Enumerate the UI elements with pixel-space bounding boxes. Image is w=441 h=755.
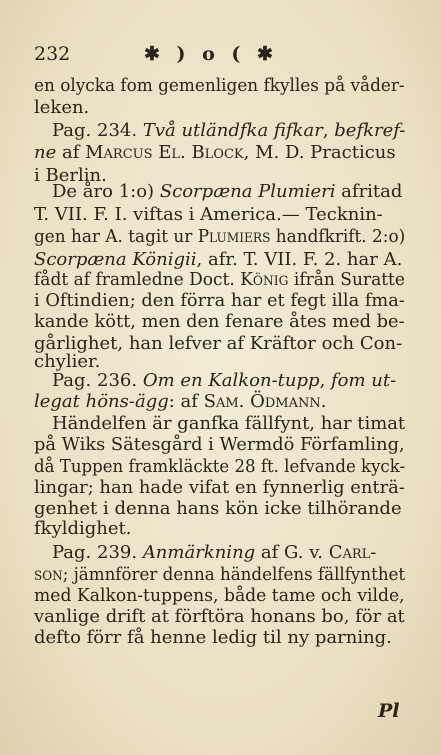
text-run: i Berlin. [34, 165, 107, 186]
text-run: fom ut- [331, 370, 397, 391]
text-line [34, 586, 405, 606]
text-line [52, 543, 376, 563]
text-line [34, 457, 405, 477]
text-run: afritad [335, 181, 403, 202]
text-run: gen har A. tagit ur [34, 226, 198, 247]
text-run: T. VII. F. I. viftas i America.— Tecknin- [34, 204, 383, 225]
text-line [34, 392, 326, 412]
text-line [34, 227, 405, 247]
text-run: De åro 1:o) [52, 181, 160, 202]
text-line [34, 312, 405, 332]
text-run: Pag. 236. [52, 370, 143, 391]
text-line [34, 250, 402, 270]
text-run: kande kött, men den fenare åtes med be- [34, 311, 405, 332]
text-run: defto förr få henne ledig til ny parning. [34, 627, 392, 648]
text-line [34, 143, 396, 163]
text-run: Carl- [328, 542, 377, 563]
text-run: en olycka fom gemenligen fkylles på våder- [34, 75, 405, 96]
text-run: Pag. 239. [52, 542, 143, 563]
text-line [34, 565, 405, 585]
text-run: Marcus El. Block [85, 142, 244, 163]
text-run: genhet i denna hans kön icke tilhörande [34, 498, 402, 519]
text-run: , M. D. Practicus [243, 142, 396, 163]
text-run: lingar; han hade vifat en fynnerlig enträ- [34, 477, 405, 498]
text-run: Plumiers [197, 226, 271, 247]
catchword: Pl [378, 700, 400, 722]
text-run: på Wiks Sätesgård i Wermdö Förfamling, [34, 434, 405, 455]
text-run: ; jämnförer denna händelfens fällfynthet [62, 564, 406, 585]
text-line [34, 519, 132, 539]
text-line [52, 414, 405, 434]
text-run: Två utländfka fifkar [142, 120, 323, 141]
text-line [34, 98, 89, 118]
text-line [34, 499, 402, 519]
text-run: Sam. Ödmann. [203, 391, 327, 412]
text-run: chylier. [34, 351, 101, 372]
text-run: , [322, 120, 335, 141]
text-run: handfkrift. 2:o) [270, 226, 406, 247]
text-run: Anmärkning [142, 542, 256, 563]
text-line [34, 435, 405, 455]
text-run: , [319, 370, 332, 391]
text-run: gårlighet, han lefver af Kräftor och Con- [34, 333, 403, 354]
text-run: , afr. T. VII. F. 2. har A. [196, 249, 403, 270]
text-run: son [34, 564, 63, 585]
text-run: i Oftindien; den förra har et fegt illa fma- [34, 290, 405, 311]
text-run: fådt af framledne Doct. [34, 269, 241, 290]
text-run: Scorpæna Königii [34, 249, 197, 270]
text-run: af G. v. [255, 542, 329, 563]
text-run: befkref- [334, 120, 406, 141]
text-line [34, 76, 405, 96]
text-line [34, 478, 405, 498]
text-line [34, 291, 405, 311]
text-run: Om en Kalkon-tupp [142, 370, 320, 391]
text-run: vanlige drift at förftöra honans bo, för at [34, 606, 405, 627]
text-run: Pag. 234. [52, 120, 143, 141]
text-run: legat höns-ägg [34, 391, 169, 412]
text-run: ifrån Suratte [288, 269, 405, 290]
text-run: fkyldighet. [34, 518, 132, 539]
text-run: ne [34, 142, 57, 163]
text-run: Scorpæna Plumieri [159, 181, 336, 202]
text-run: då Tuppen framkläckte 28 ft. lefvande kyck- [34, 456, 406, 477]
text-run: med Kalkon-tuppens, både tame och vilde, [34, 585, 405, 606]
page-number: 232 [34, 43, 71, 65]
text-run: : af [168, 391, 204, 412]
ornament-header: ✱ ) o ( ✱ [144, 43, 278, 65]
text-line [34, 607, 405, 627]
text-line [34, 628, 392, 648]
running-head [34, 42, 404, 66]
text-line [34, 352, 100, 372]
text-run: leken. [34, 97, 90, 118]
text-line [34, 270, 405, 290]
text-line [34, 205, 383, 225]
text-line [52, 371, 396, 391]
text-run: König [240, 269, 289, 290]
text-line [52, 182, 402, 202]
text-line [52, 121, 405, 141]
text-run: Händelfen är ganfka fällfynt, har timat [52, 413, 406, 434]
text-run: af [56, 142, 86, 163]
